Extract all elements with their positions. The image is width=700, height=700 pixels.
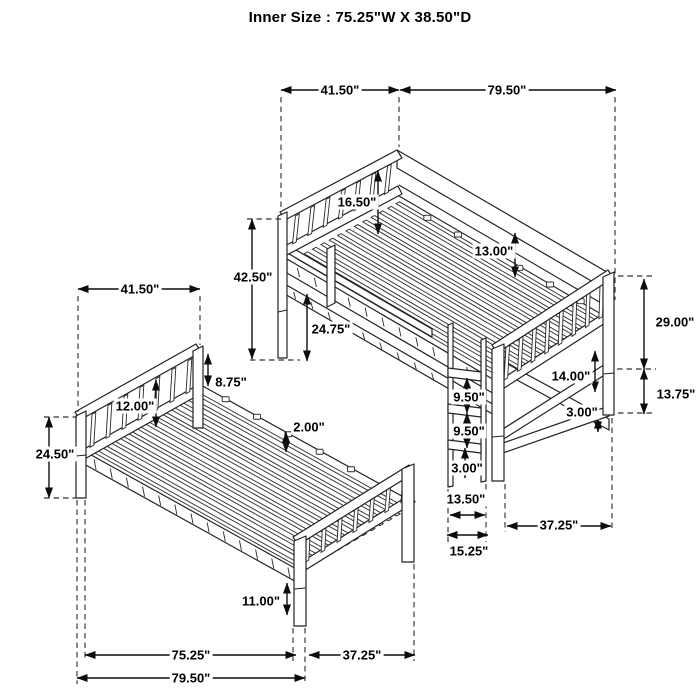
- dim-leg-height: 11.00": [242, 593, 280, 609]
- dim-ladder-inner-width: 13.50": [446, 491, 486, 507]
- dim-upper-length-top: 79.50": [487, 82, 527, 98]
- dim-guardrail-height: 16.50": [337, 194, 377, 210]
- dim-headboard-rail: 12.00": [115, 398, 155, 414]
- dim-ladder-outer-width: 15.25": [449, 543, 489, 559]
- dim-rail-thickness: 3.00": [566, 404, 598, 420]
- dim-upper-width-top: 41.50": [320, 82, 360, 98]
- dim-rung-gap-2: 9.50": [453, 423, 485, 439]
- dim-upper-depth: 37.25": [539, 517, 579, 533]
- dim-rung-gap-1: 9.50": [453, 389, 485, 405]
- page-title: Inner Size : 75.25"W X 38.50"D: [248, 9, 472, 26]
- dim-rail-lip: 2.00": [293, 419, 325, 435]
- dim-foot-upper: 29.00": [655, 314, 695, 330]
- dim-rung-gap-3: 3.00": [451, 460, 483, 476]
- dim-back-rail-height: 13.00": [474, 243, 514, 259]
- upper-bunk-drawing: [278, 150, 614, 481]
- dim-headboard-height: 24.50": [35, 446, 75, 462]
- dim-post-height: 42.50": [233, 269, 273, 285]
- dim-clearance: 24.75": [311, 321, 351, 337]
- dim-post-top: 8.75": [215, 374, 247, 390]
- dim-foot-panel: 14.00": [551, 368, 591, 384]
- dim-foot-lower: 13.75": [656, 386, 696, 402]
- dim-lower-width-top: 41.50": [120, 281, 160, 297]
- dim-lower-depth: 37.25": [342, 647, 382, 663]
- dim-outer-length: 79.50": [171, 670, 211, 686]
- dim-inner-length: 75.25": [171, 647, 211, 663]
